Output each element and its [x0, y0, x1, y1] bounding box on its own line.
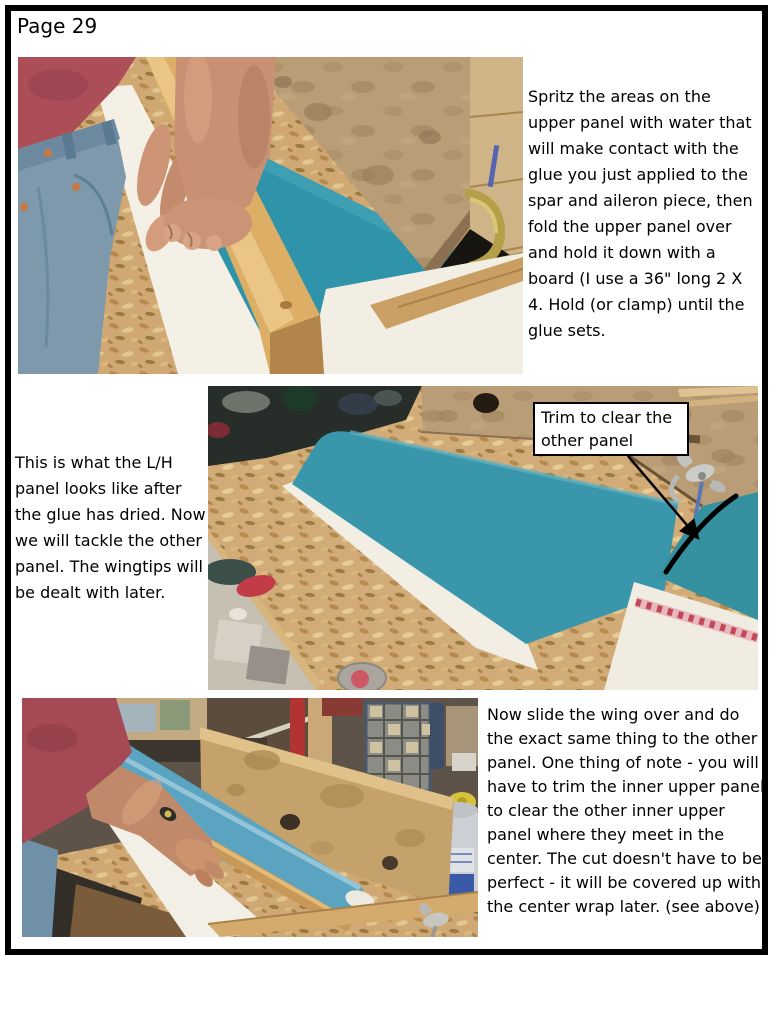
photo-step2-dried-panel: [208, 386, 758, 690]
step2-instructions-text: This is what the L/H panel looks like after the glue has dried. Now we will tackle the other panel. The wingtips will be dealt with later.: [15, 453, 206, 602]
page-number-label: Page 29: [17, 14, 98, 38]
trim-callout-box: [533, 402, 689, 456]
trim-callout-text: Trim to clear the other panel: [541, 408, 673, 450]
photo-step1-press-board: [18, 57, 523, 374]
photo-step3-illustration: [22, 698, 478, 937]
step1-instructions-text: Spritz the areas on the upper panel with water that will make contact with the glue you just applied to the spar and aileron piece, then fold the upper panel over and hold it down with a board (I use a 36" long 2 X 4. Hold (or clamp) until the glue sets.: [528, 87, 753, 340]
manual-page: [5, 5, 768, 955]
step3-instructions-text: Now slide the wing over and do the exact same thing to the other panel. One thing of note - you will have to trim the inner upper panel to clear the other inner upper panel where they meet in the center. The cut doesn't have to be perfect - it will be covered up with the center wrap later. (see above): [487, 705, 765, 916]
photo-step3-slide-wing: [22, 698, 478, 937]
photo-step1-illustration: [18, 57, 523, 374]
